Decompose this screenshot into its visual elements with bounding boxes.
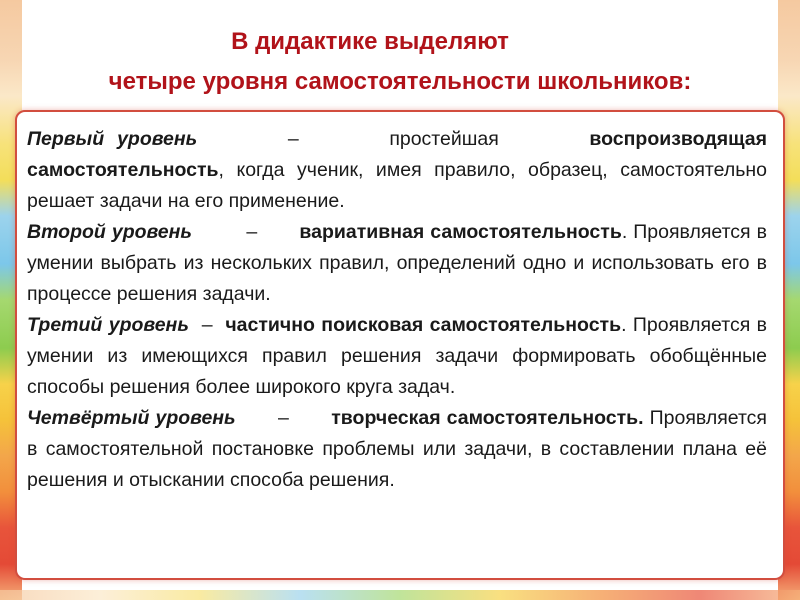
level-2-paragraph — [27, 217, 767, 310]
level-2-term: вариативная самостоятельность — [299, 221, 622, 243]
level-2-dash: – — [246, 221, 258, 243]
level-2-text: . Проявляется в умении выбрать из нескольких правил, определений одно и использовать его в процессе решения задачи. — [27, 221, 767, 305]
level-4-dash: – — [278, 407, 289, 429]
level-1-term: воспроизводящая самостоятельность — [27, 128, 767, 181]
slide-title — [40, 22, 760, 102]
level-1-name: Первый уровень — [27, 128, 198, 150]
title-line-1: В дидактике выделяют — [231, 28, 509, 55]
decorative-stripes-bottom — [0, 590, 800, 600]
title-line-2: четыре уровня самостоятельности школьников: — [108, 68, 692, 95]
level-4-term: творческая самостоятельность. — [331, 407, 644, 429]
level-3-text: . Проявляется в умении из имеющихся правил решения задачи формировать обобщённые способы решения более широкого круга задач. — [27, 314, 768, 398]
level-1-dash: – — [287, 128, 299, 150]
level-3-dash: – — [201, 314, 213, 336]
level-4-name: Четвёртый уровень — [27, 407, 236, 429]
level-4-paragraph — [27, 403, 767, 496]
level-4-text: Проявляется в самостоятельной постановке проблемы или задачи, в составлении плана её решения и отыскании способа решения. — [27, 407, 767, 491]
level-3-paragraph — [27, 310, 767, 403]
content-card — [15, 110, 785, 580]
level-1-paragraph — [27, 124, 767, 217]
level-3-name: Третий уровень — [27, 314, 189, 336]
level-3-term: частично поисковая самостоятельность — [225, 314, 622, 336]
level-1-text: , когда ученик, имея правило, образец, самостоятельно решает задачи на его применение. — [27, 159, 767, 212]
level-1-pre-term: простейшая — [389, 128, 499, 150]
level-2-name: Второй уровень — [27, 221, 193, 243]
